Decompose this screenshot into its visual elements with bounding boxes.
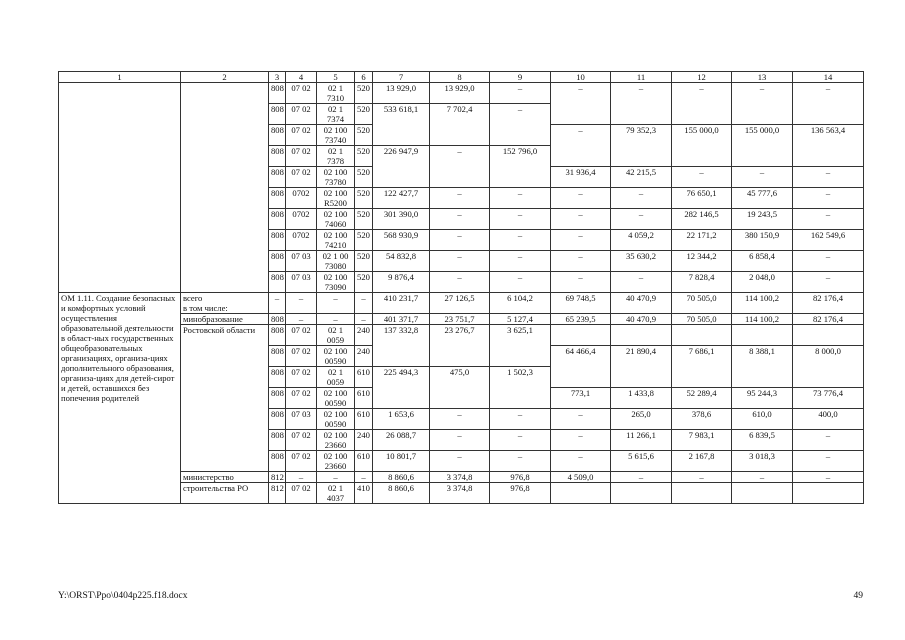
value-cell: 12 344,2 [672, 251, 732, 272]
value-cell: 226 947,9 [373, 146, 430, 188]
column-number: 13 [732, 72, 793, 83]
value-cell: 8 860,6 [373, 483, 430, 504]
value-cell: 7 983,1 [672, 430, 732, 451]
value-cell: 76 650,1 [672, 188, 732, 209]
value-cell: – [793, 83, 864, 125]
code-ministry: 808 [269, 251, 286, 272]
code-expense-type: 520 [355, 209, 373, 230]
code-target-article: 02 1 4037 [317, 483, 355, 504]
code-ministry: 808 [269, 430, 286, 451]
code-section: 07 03 [286, 409, 317, 430]
column-number: 2 [181, 72, 269, 83]
value-cell: – [793, 451, 864, 472]
code-ministry: 808 [269, 388, 286, 409]
code-ministry: 808 [269, 451, 286, 472]
column-number: 9 [490, 72, 551, 83]
value-cell: 3 018,3 [732, 451, 793, 472]
value-cell: 82 176,4 [793, 314, 864, 325]
value-cell [793, 483, 864, 504]
value-cell [672, 325, 732, 346]
value-cell: 69 748,5 [551, 293, 611, 314]
footer-page-number: 49 [853, 591, 863, 601]
code-target-article: – [317, 472, 355, 483]
table-row [59, 83, 864, 104]
code-target-article: 02 100 23660 [317, 430, 355, 451]
column-number: 7 [373, 72, 430, 83]
value-cell [551, 325, 611, 346]
value-cell: 410 231,7 [373, 293, 430, 314]
value-cell: 79 352,3 [611, 125, 672, 167]
value-cell: 65 239,5 [551, 314, 611, 325]
value-cell: 70 505,0 [672, 314, 732, 325]
code-ministry: 808 [269, 209, 286, 230]
value-cell: – [430, 209, 490, 230]
code-expense-type: 520 [355, 230, 373, 251]
code-section: 07 03 [286, 251, 317, 272]
header-row [59, 72, 864, 83]
value-cell: 40 470,9 [611, 293, 672, 314]
value-cell: 1 502,3 [490, 367, 551, 409]
column-number: 10 [551, 72, 611, 83]
value-cell: 475,0 [430, 367, 490, 409]
value-cell: – [793, 430, 864, 451]
code-ministry: – [269, 293, 286, 314]
value-cell [672, 483, 732, 504]
code-target-article: 02 100 73090 [317, 272, 355, 293]
value-cell: 11 266,1 [611, 430, 672, 451]
executor-minstroy-label: строительства РО [181, 483, 269, 504]
value-cell: 45 777,6 [732, 188, 793, 209]
code-target-article: – [317, 314, 355, 325]
value-cell: 70 505,0 [672, 293, 732, 314]
value-cell: 401 371,7 [373, 314, 430, 325]
value-cell: – [732, 167, 793, 188]
code-section: 07 02 [286, 104, 317, 125]
value-cell: – [551, 188, 611, 209]
value-cell: – [611, 209, 672, 230]
value-cell: 773,1 [551, 388, 611, 409]
value-cell: – [490, 409, 551, 430]
value-cell: 7 828,4 [672, 272, 732, 293]
value-cell: 122 427,7 [373, 188, 430, 209]
value-cell: – [490, 272, 551, 293]
code-section: 0702 [286, 230, 317, 251]
value-cell: 13 929,0 [430, 83, 490, 104]
measure-title: ОМ 1.11. Создание безопасных и комфортных условий осуществления образовательной деятельности в област-ных государственных общеобразовательных организациях, организа-циях дополнительного образования, организа-циях для детей-сирот и детей, оставшихся без попечения родителей [59, 293, 181, 504]
code-target-article: 02 1 0059 [317, 325, 355, 346]
code-ministry: 808 [269, 83, 286, 104]
value-cell: 64 466,4 [551, 346, 611, 388]
value-cell: – [672, 167, 732, 188]
value-cell: 5 615,6 [611, 451, 672, 472]
value-cell: 35 630,2 [611, 251, 672, 272]
code-target-article: 02 100 74210 [317, 230, 355, 251]
code-ministry: 808 [269, 230, 286, 251]
value-cell: 3 374,8 [430, 472, 490, 483]
value-cell [732, 325, 793, 346]
code-ministry: 808 [269, 272, 286, 293]
executor-minobr-label: минобразование [181, 314, 269, 325]
value-cell: – [490, 430, 551, 451]
value-cell: 6 104,2 [490, 293, 551, 314]
code-target-article: – [317, 293, 355, 314]
value-cell: – [551, 451, 611, 472]
value-cell: – [793, 209, 864, 230]
code-expense-type: 610 [355, 409, 373, 430]
code-expense-type: 240 [355, 430, 373, 451]
code-ministry: 808 [269, 188, 286, 209]
value-cell: 52 289,4 [672, 388, 732, 409]
code-target-article: 02 100 73780 [317, 167, 355, 188]
value-cell: – [551, 430, 611, 451]
code-expense-type: 410 [355, 483, 373, 504]
value-cell: – [611, 83, 672, 125]
code-target-article: 02 1 0059 [317, 367, 355, 388]
value-cell: 23 276,7 [430, 325, 490, 367]
value-cell: – [490, 209, 551, 230]
code-ministry: 808 [269, 409, 286, 430]
value-cell: – [551, 125, 611, 167]
value-cell: – [551, 251, 611, 272]
value-cell: 73 776,4 [793, 388, 864, 409]
value-cell: – [732, 472, 793, 483]
value-cell: – [793, 272, 864, 293]
code-expense-type: – [355, 314, 373, 325]
value-cell [551, 483, 611, 504]
code-section: 0702 [286, 209, 317, 230]
value-cell: 976,8 [490, 472, 551, 483]
value-cell: – [430, 146, 490, 188]
value-cell: – [490, 104, 551, 146]
value-cell: 5 127,4 [490, 314, 551, 325]
value-cell: – [611, 272, 672, 293]
code-expense-type: 520 [355, 251, 373, 272]
code-target-article: 02 1 7310 [317, 83, 355, 104]
value-cell: 3 625,1 [490, 325, 551, 367]
code-section: 07 02 [286, 483, 317, 504]
code-expense-type: – [355, 293, 373, 314]
value-cell: 4 059,2 [611, 230, 672, 251]
value-cell: – [430, 430, 490, 451]
value-cell: 13 929,0 [373, 83, 430, 104]
value-cell: 42 215,5 [611, 167, 672, 188]
value-cell: 152 796,0 [490, 146, 551, 188]
value-cell: 31 936,4 [551, 167, 611, 188]
value-cell: 7 686,1 [672, 346, 732, 388]
value-cell: 610,0 [732, 409, 793, 430]
code-section: 07 02 [286, 325, 317, 346]
value-cell: 114 100,2 [732, 314, 793, 325]
value-cell: – [490, 188, 551, 209]
value-cell: 22 171,2 [672, 230, 732, 251]
value-cell: 2 048,0 [732, 272, 793, 293]
value-cell: 282 146,5 [672, 209, 732, 230]
value-cell [732, 483, 793, 504]
code-ministry: 808 [269, 314, 286, 325]
code-target-article: 02 1 7374 [317, 104, 355, 125]
code-section: – [286, 314, 317, 325]
value-cell: – [551, 209, 611, 230]
value-cell: 40 470,9 [611, 314, 672, 325]
code-expense-type: 520 [355, 83, 373, 104]
code-section: 07 02 [286, 83, 317, 104]
value-cell: – [551, 272, 611, 293]
value-cell: 54 832,8 [373, 251, 430, 272]
code-section: 07 02 [286, 367, 317, 388]
total-label: всего в том числе: [181, 293, 269, 314]
code-section: 07 02 [286, 430, 317, 451]
value-cell: – [430, 230, 490, 251]
value-cell: – [490, 251, 551, 272]
value-cell: 27 126,5 [430, 293, 490, 314]
value-cell: 19 243,5 [732, 209, 793, 230]
code-target-article: 02 100 00590 [317, 409, 355, 430]
value-cell: 6 858,4 [732, 251, 793, 272]
code-ministry: 808 [269, 125, 286, 146]
code-section: 07 02 [286, 451, 317, 472]
value-cell: 9 876,4 [373, 272, 430, 293]
value-cell: 136 563,4 [793, 125, 864, 167]
column-number: 4 [286, 72, 317, 83]
value-cell: 82 176,4 [793, 293, 864, 314]
executor-cell [181, 83, 269, 293]
code-target-article: 02 100 00590 [317, 346, 355, 367]
value-cell: 4 509,0 [551, 472, 611, 483]
value-cell: 2 167,8 [672, 451, 732, 472]
code-expense-type: 520 [355, 167, 373, 188]
code-ministry: 808 [269, 146, 286, 167]
value-cell: – [430, 251, 490, 272]
value-cell: 1 433,8 [611, 388, 672, 409]
value-cell: – [490, 451, 551, 472]
value-cell: – [793, 167, 864, 188]
value-cell: – [551, 230, 611, 251]
code-expense-type: – [355, 472, 373, 483]
value-cell: 155 000,0 [672, 125, 732, 167]
value-cell: – [430, 272, 490, 293]
value-cell: – [793, 472, 864, 483]
value-cell: 23 751,7 [430, 314, 490, 325]
total-row [59, 293, 864, 314]
column-number: 12 [672, 72, 732, 83]
value-cell: – [430, 451, 490, 472]
value-cell: – [611, 188, 672, 209]
code-target-article: 02 1 00 73080 [317, 251, 355, 272]
value-cell: 21 890,4 [611, 346, 672, 388]
value-cell: 568 930,9 [373, 230, 430, 251]
executor-minstroy-label: министерство [181, 472, 269, 483]
value-cell: 3 374,8 [430, 483, 490, 504]
value-cell: – [490, 230, 551, 251]
code-expense-type: 520 [355, 104, 373, 125]
code-target-article: 02 1 7378 [317, 146, 355, 167]
value-cell: 301 390,0 [373, 209, 430, 230]
value-cell: 400,0 [793, 409, 864, 430]
code-expense-type: 520 [355, 188, 373, 209]
column-number: 6 [355, 72, 373, 83]
value-cell: 533 618,1 [373, 104, 430, 146]
code-expense-type: 610 [355, 367, 373, 388]
column-number: 1 [59, 72, 181, 83]
value-cell: 26 088,7 [373, 430, 430, 451]
code-target-article: 02 100 00590 [317, 388, 355, 409]
value-cell: – [732, 83, 793, 125]
code-section: – [286, 293, 317, 314]
value-cell: 95 244,3 [732, 388, 793, 409]
value-cell: 162 549,6 [793, 230, 864, 251]
code-ministry: 808 [269, 167, 286, 188]
value-cell: 8 388,1 [732, 346, 793, 388]
code-ministry: 812 [269, 472, 286, 483]
code-expense-type: 240 [355, 325, 373, 346]
value-cell: 6 839,5 [732, 430, 793, 451]
value-cell [611, 325, 672, 346]
column-number: 3 [269, 72, 286, 83]
code-target-article: 02 100 73740 [317, 125, 355, 146]
code-section: 07 02 [286, 146, 317, 167]
column-number: 11 [611, 72, 672, 83]
value-cell: 10 801,7 [373, 451, 430, 472]
code-ministry: 808 [269, 346, 286, 367]
measure-cell [59, 83, 181, 293]
value-cell: 1 653,6 [373, 409, 430, 430]
code-expense-type: 240 [355, 346, 373, 367]
value-cell: – [490, 83, 551, 104]
code-target-article: 02 100 74060 [317, 209, 355, 230]
value-cell: – [551, 83, 611, 125]
value-cell [793, 325, 864, 346]
code-ministry: 808 [269, 104, 286, 125]
code-expense-type: 610 [355, 388, 373, 409]
code-section: – [286, 472, 317, 483]
column-number: 14 [793, 72, 864, 83]
column-number: 8 [430, 72, 490, 83]
code-expense-type: 520 [355, 146, 373, 167]
value-cell: 7 702,4 [430, 104, 490, 146]
budget-table [58, 71, 864, 504]
value-cell: 155 000,0 [732, 125, 793, 167]
code-target-article: 02 100 R5200 [317, 188, 355, 209]
value-cell: – [793, 251, 864, 272]
code-expense-type: 520 [355, 272, 373, 293]
value-cell: 380 150,9 [732, 230, 793, 251]
code-section: 07 03 [286, 272, 317, 293]
code-expense-type: 520 [355, 125, 373, 146]
code-expense-type: 610 [355, 451, 373, 472]
value-cell: 8 860,6 [373, 472, 430, 483]
code-section: 07 02 [286, 388, 317, 409]
value-cell: 114 100,2 [732, 293, 793, 314]
value-cell: 8 000,0 [793, 346, 864, 388]
value-cell: – [672, 472, 732, 483]
code-ministry: 812 [269, 483, 286, 504]
code-ministry: 808 [269, 367, 286, 388]
code-section: 07 02 [286, 167, 317, 188]
value-cell: 976,8 [490, 483, 551, 504]
value-cell: 137 332,8 [373, 325, 430, 367]
footer-file-path: Y:\ORST\Ppo\0404p225.f18.docx [58, 591, 188, 601]
code-target-article: 02 100 23660 [317, 451, 355, 472]
code-section: 0702 [286, 188, 317, 209]
value-cell: – [672, 83, 732, 125]
value-cell: – [793, 188, 864, 209]
value-cell: – [611, 472, 672, 483]
code-ministry: 808 [269, 325, 286, 346]
value-cell: 378,6 [672, 409, 732, 430]
value-cell [611, 483, 672, 504]
column-number: 5 [317, 72, 355, 83]
executor-minobr-region: Ростовской области [181, 325, 269, 472]
value-cell: 225 494,3 [373, 367, 430, 409]
value-cell: – [551, 409, 611, 430]
code-section: 07 02 [286, 125, 317, 146]
value-cell: 265,0 [611, 409, 672, 430]
value-cell: – [430, 188, 490, 209]
value-cell: – [430, 409, 490, 430]
code-section: 07 02 [286, 346, 317, 367]
